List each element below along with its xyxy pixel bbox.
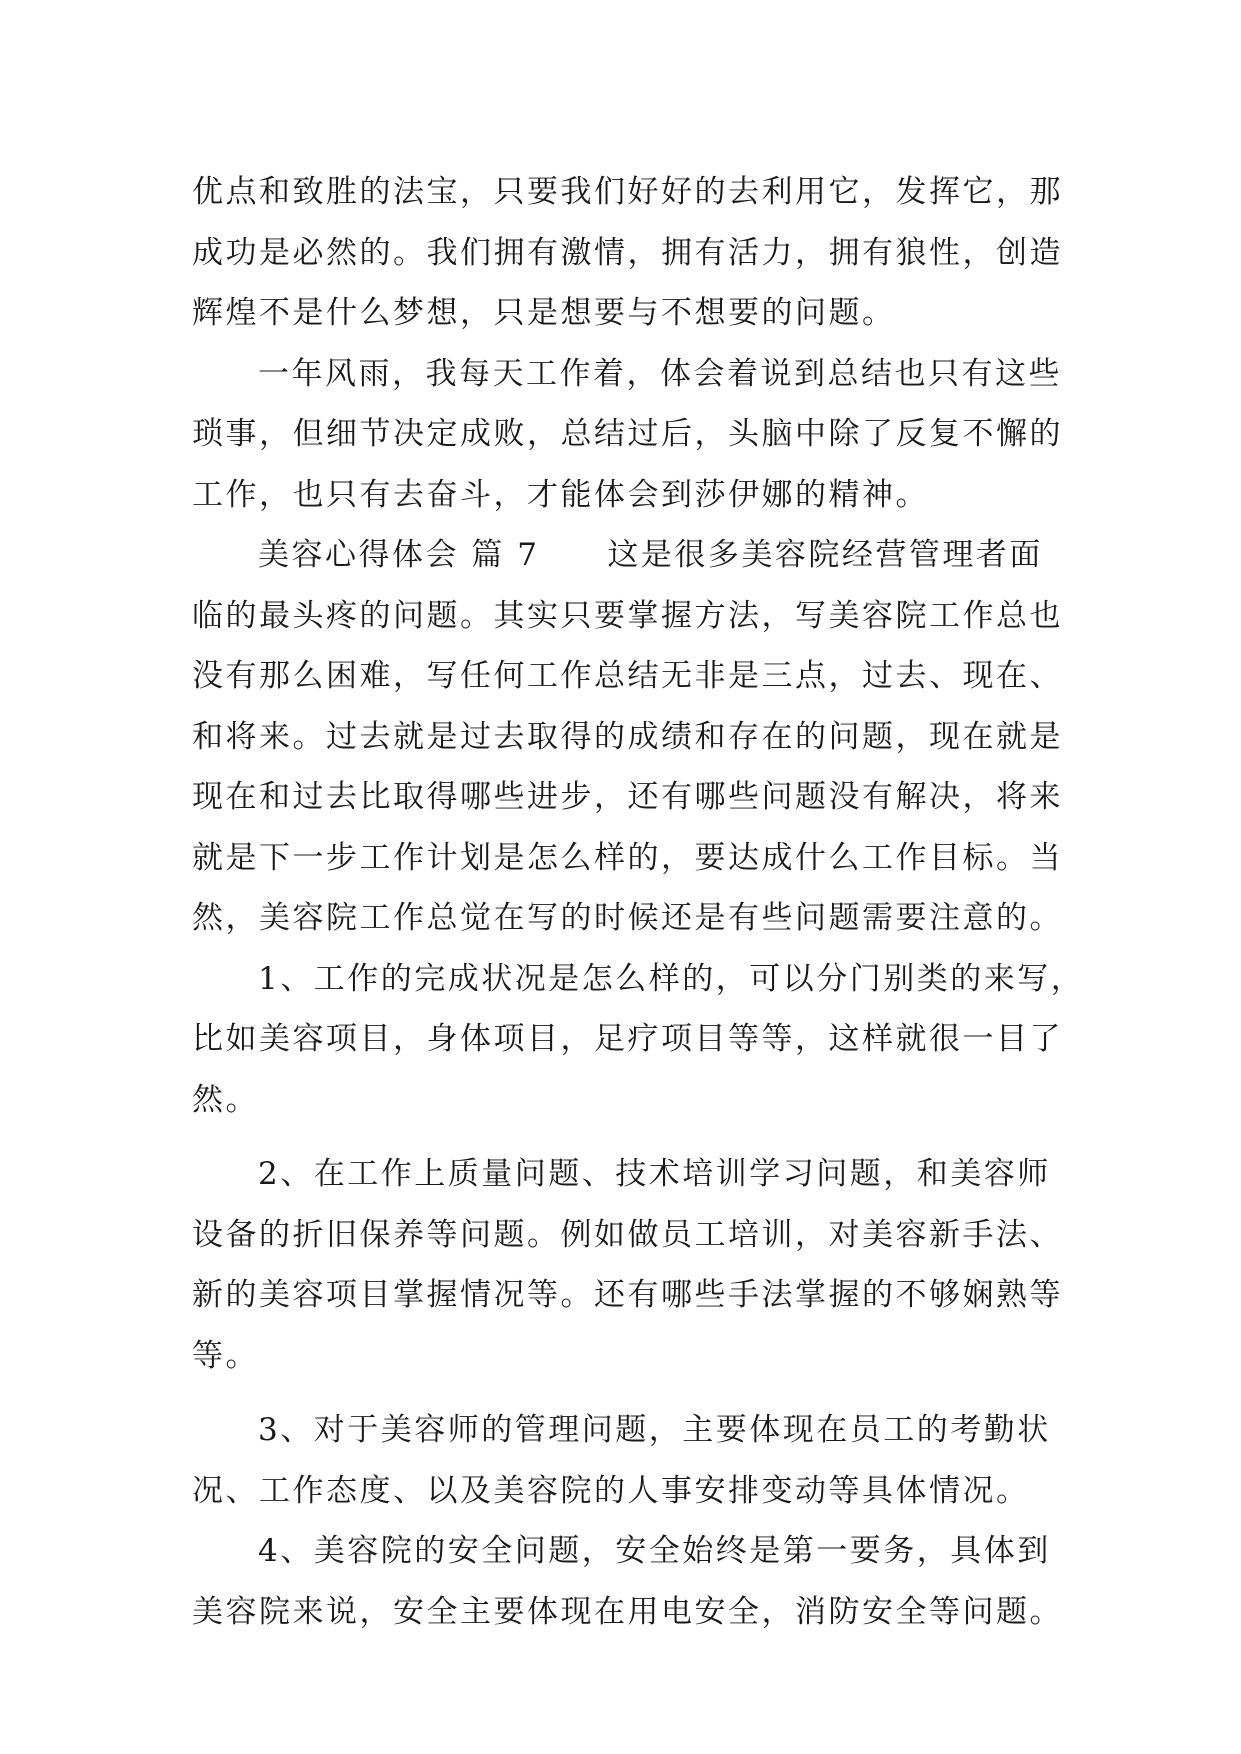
text-line: 临的最头疼的问题。其实只要掌握方法，写美容院工作总也	[192, 597, 1063, 634]
text-line: 况、工作态度、以及美容院的人事安排变动等具体情况。	[192, 1472, 1030, 1509]
text-line: 琐事，但细节决定成败，总结过后，头脑中除了反复不懈的	[192, 416, 1063, 452]
paragraph-4	[192, 949, 1085, 1131]
paragraph-2	[192, 344, 1072, 526]
text-line: 工作，也只有去奋斗，才能体会到莎伊娜的精神。	[192, 476, 929, 513]
text-line: 美容院来说，安全主要体现在用电安全，消防安全等问题。	[192, 1593, 1063, 1630]
text-line: 和将来。过去就是过去取得的成绩和存在的问题，现在就是	[192, 718, 1063, 755]
text-line: 就是下一步工作计划是怎么样的，要达成什么工作目标。当	[192, 839, 1063, 876]
text-line: 4、美容院的安全问题，安全始终是第一要务，具体到	[258, 1533, 1051, 1569]
text-line: 1、工作的完成状况是怎么样的，可以分门别类的来写，	[258, 960, 1085, 997]
document-body	[192, 162, 1085, 1642]
text-line: 优点和致胜的法宝，只要我们好好的去利用它，发挥它，那	[192, 174, 1063, 210]
text-line: 设备的折旧保养等问题。例如做员工培训，对美容新手法、	[192, 1216, 1063, 1253]
text-line: 然。	[192, 1081, 259, 1118]
text-line: 一年风雨，我每天工作着，体会着说到总结也只有这些	[258, 355, 1062, 392]
text-line: 比如美容项目，身体项目，足疗项目等等，这样就很一目了	[192, 1021, 1063, 1057]
text-line: 等。	[192, 1337, 259, 1374]
paragraph-5	[192, 1144, 1072, 1386]
paragraph-1	[192, 162, 1072, 344]
text-line: 现在和过去比取得哪些进步，还有哪些问题没有解决，将来	[192, 779, 1063, 815]
text-line: 然，美容院工作总觉在写的时候还是有些问题需要注意的。	[192, 900, 1063, 936]
paragraph-7	[192, 1521, 1072, 1642]
text-line: 3、对于美容师的管理问题，主要体现在员工的考勤状	[258, 1412, 1051, 1448]
heading-line-rest: 这是很多美容院经营管理者面	[607, 537, 1043, 573]
text-line: 辉煌不是什么梦想，只是想要与不想要的问题。	[192, 295, 896, 331]
paragraph-3	[192, 525, 1072, 949]
text-line: 2、在工作上质量问题、技术培训学习问题，和美容师	[258, 1156, 1051, 1192]
text-line: 新的美容项目掌握情况等。还有哪些手法掌握的不够娴熟等	[192, 1277, 1063, 1313]
paragraph-6	[192, 1400, 1072, 1521]
section-heading: 美容心得体会 篇 7	[258, 537, 540, 573]
text-line: 没有那么困难，写任何工作总结无非是三点，过去、现在、	[192, 658, 1063, 694]
text-line: 成功是必然的。我们拥有激情，拥有活力，拥有狼性，创造	[192, 234, 1063, 271]
section-heading-line	[192, 525, 1072, 586]
